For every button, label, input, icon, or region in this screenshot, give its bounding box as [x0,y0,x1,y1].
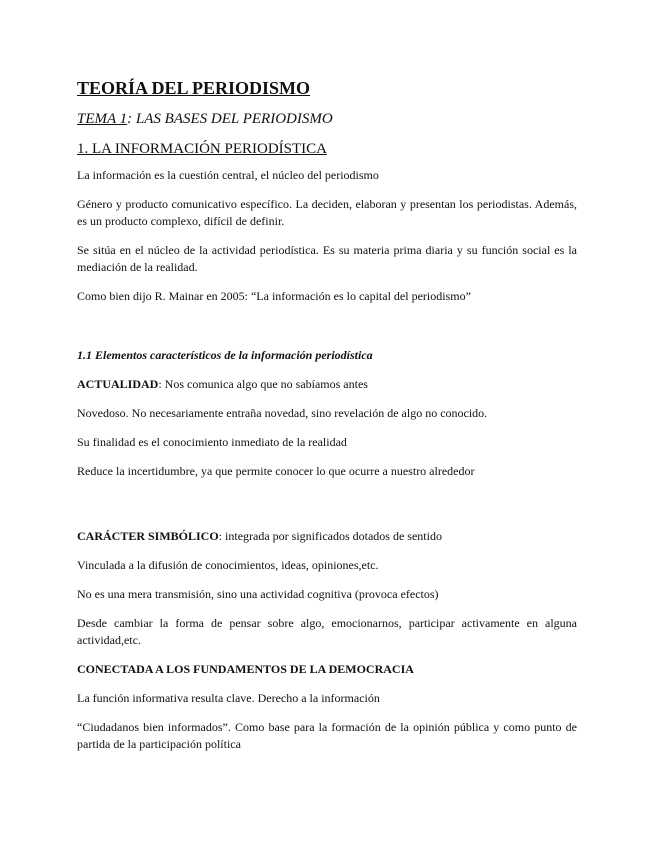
paragraph: Vinculada a la difusión de conocimientos, ideas, opiniones,etc. [77,558,379,572]
conectada-heading: CONECTADA A LOS FUNDAMENTOS DE LA DEMOCRACIA [77,662,414,676]
tema-heading [77,110,577,129]
subsection-heading: 1.1 Elementos característicos de la información periodística [77,348,373,362]
spacer [77,317,577,347]
paragraph: Se sitúa en el núcleo de la actividad periodística. Es su materia prima diaria y su función social es la mediación de la realidad. [77,243,577,274]
actualidad-label: ACTUALIDAD [77,377,159,391]
paragraph-simbolico [77,528,577,545]
tema-label: TEMA 1 [77,111,128,127]
paragraph: Su finalidad es el conocimiento inmediato de la realidad [77,435,347,449]
section-heading: 1. LA INFORMACIÓN PERIODÍSTICA [77,141,328,157]
simbolico-label: CARÁCTER SIMBÓLICO [77,529,219,543]
paragraph: “Ciudadanos bien informados”. Como base para la formación de la opinión pública y como punto de partida de la participación política [77,720,577,751]
paragraph: Novedoso. No necesariamente entraña novedad, sino revelación de algo no conocido. [77,406,488,420]
simbolico-text: : integrada por significados dotados de sentido [218,529,442,543]
paragraph: No es una mera transmisión, sino una actividad cognitiva (provoca efectos) [77,587,439,601]
paragraph: Reduce la incertidumbre, ya que permite conocer lo que ocurre a nuestro alrededor [77,464,475,478]
paragraph: La función informativa resulta clave. Derecho a la información [77,691,380,705]
paragraph: Como bien dijo R. Mainar en 2005: “La información es lo capital del periodismo” [77,289,471,303]
tema-rest: : LAS BASES DEL PERIODISMO [127,111,333,127]
spacer [77,492,577,528]
document-page [77,78,577,765]
paragraph: La información es la cuestión central, el núcleo del periodismo [77,168,379,182]
paragraph: Género y producto comunicativo específico. La deciden, elaboran y presentan los periodistas. Además, es un producto complexo, difícil de definir. [77,197,577,228]
paragraph: Desde cambiar la forma de pensar sobre algo, emocionarnos, participar activamente en alguna actividad,etc. [77,616,577,647]
actualidad-text: : Nos comunica algo que no sabíamos antes [158,377,368,391]
document-title: TEORÍA DEL PERIODISMO [77,78,311,98]
paragraph-actualidad [77,376,577,393]
